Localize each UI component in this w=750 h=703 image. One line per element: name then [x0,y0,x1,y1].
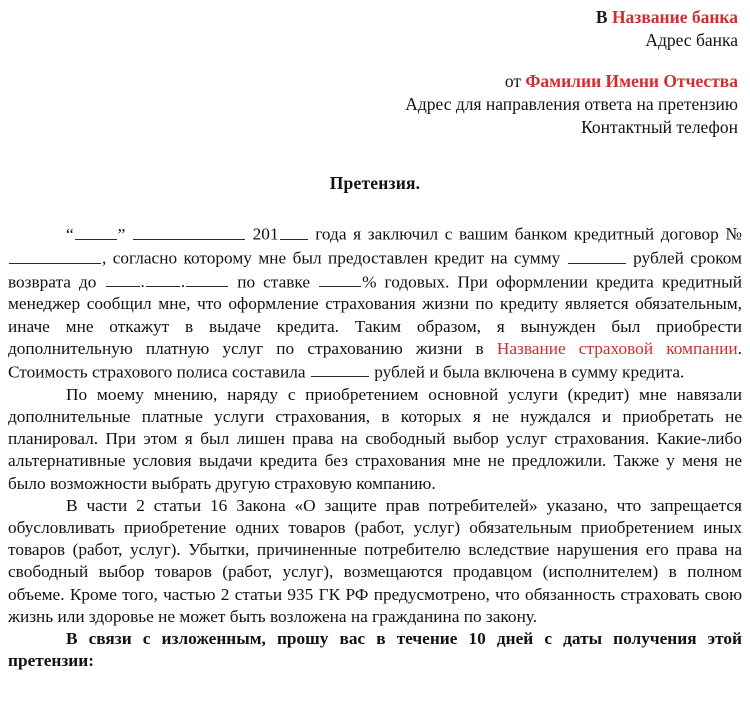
text-after-year: года я заключил с вашим банком кредитный договор [315,224,719,244]
blank-interest-rate[interactable] [319,270,361,287]
letter-header [8,6,742,139]
sender-phone: Контактный телефон [581,117,738,138]
blank-repay-year[interactable] [186,270,228,287]
text-rubles-1: рублей [633,248,684,268]
addressee-name-placeholder: Название банка [611,7,738,27]
page-title: Претензия. [329,173,421,194]
sender-name-placeholder: Фамилии Имени Отчества [525,71,738,92]
paragraph-legal-basis: В части 2 статьи 16 Закона «О защите прав потребителей» указано, что запрещается обусловливать приобретение одних товаров (работ, услуг) обязательным приобретением иных товаров (работ, услуг). Убытки, причиненные потребителю вследствие нарушения его права на свободный выбор товаров (работ, услуг), возмещаются продавцом (исполнителем) в полном объеме. Кроме того, частью 2 статьи 935 ГК РФ предусмотрено, что обязанность страховать свою жизнь или здоровье не может быть возложена на гражданина по закону. [8,495,742,626]
blank-repay-day[interactable] [106,270,140,287]
blank-policy-cost[interactable] [311,360,369,377]
date-day-group [66,225,132,244]
text-manager-statement: При оформлении кредита кредитный менеджер сообщил мне, что оформление страхования жизни по кредиту является обязательным, иначе мне откажут в выдаче кредита. Таким образом, я вынужден был приобрести дополнительную платную услуг по страхованию жизни в [8,272,743,358]
blank-contract-number[interactable] [9,246,101,263]
addressee-prefix: В [595,7,608,27]
addressee-line [8,6,738,29]
blank-credit-sum[interactable] [568,246,626,263]
document-body [8,222,742,672]
text-rate-label: по ставке [237,272,311,292]
text-policy-cost: . Стоимость страхового полиса составила [8,338,742,382]
year-prefix: 201 [252,224,279,244]
text-percent-annual: % годовых. [362,272,450,292]
sender-prefix: от [504,71,522,92]
blank-year[interactable] [280,222,308,239]
header-spacer [8,52,738,70]
sender-line [8,70,738,93]
blank-month[interactable] [133,222,245,239]
text-rubles-2: рублей и была включена в сумму кредита. [374,362,685,382]
blank-repay-month[interactable] [146,270,180,287]
blank-day[interactable] [75,222,117,239]
paragraph-contract-details [8,222,742,383]
quote-close: ” [117,224,126,244]
sender-reply-address: Адрес для направления ответа на претензию [405,94,738,115]
addressee-address: Адрес банка [645,30,738,51]
number-symbol: № [725,224,742,244]
paragraph-opinion: По моему мнению, наряду с приобретением основной услуги (кредит) мне навязали дополнительные платные услуги страхования, в которых я не нуждался и приобретать не планировал. При этом я был лишен права на свободный выбор услуг страхования. Какие-либо альтернативные условия выдачи кредита без страхования мне не предложили. Также у меня не было возможности выбрать другую страховую компанию. [8,384,742,493]
paragraph-demand-intro: В связи с изложенным, прошу вас в течение 10 дней с даты получения этой претензии: [8,629,742,671]
quote-open: “ [66,224,74,244]
insurer-name-placeholder: Название страховой компании [496,338,738,358]
repayment-date-group: . . [105,272,230,291]
text-term-label: сроком возврата до [8,248,742,292]
text-after-number: , согласно которому мне был предоставлен кредит на сумму [102,248,561,268]
